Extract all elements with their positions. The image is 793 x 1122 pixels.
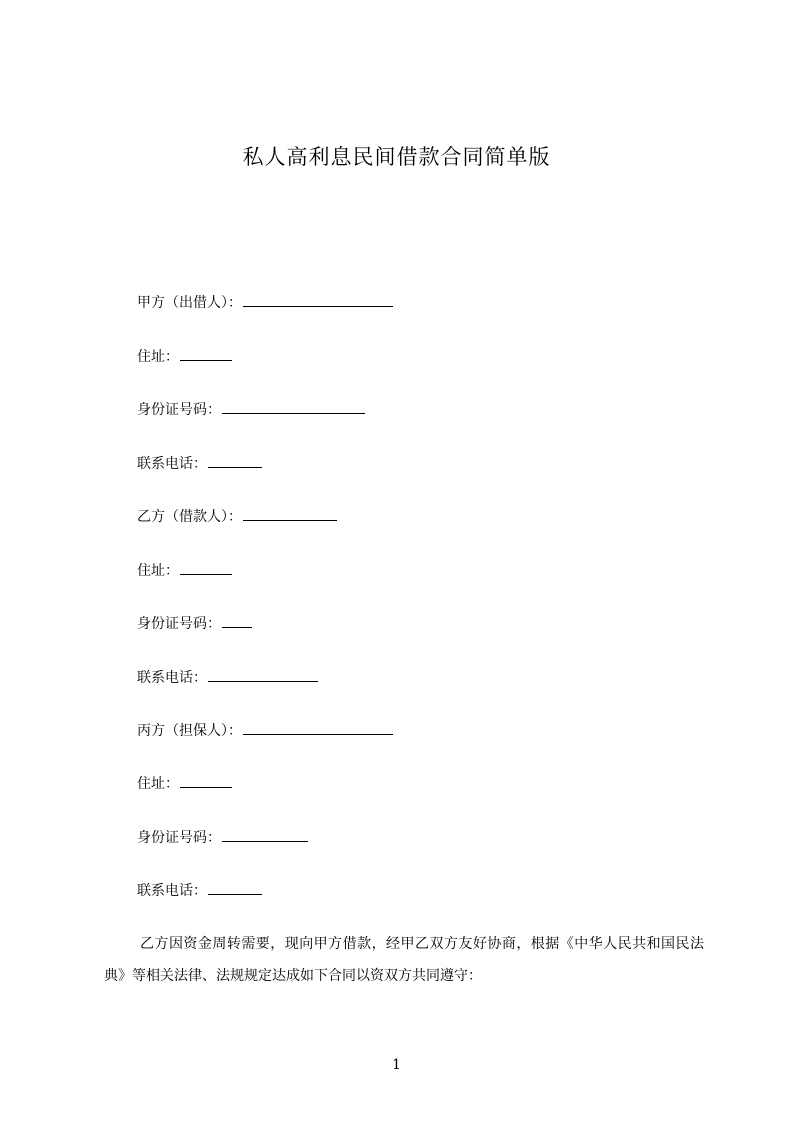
lender-name-field	[137, 291, 393, 313]
guarantor-phone-field	[137, 879, 262, 901]
guarantor-address-label: 住址：	[137, 776, 179, 792]
guarantor-address-blank[interactable]	[180, 772, 232, 788]
borrower-id-blank[interactable]	[222, 612, 252, 628]
document-title: 私人高利息民间借款合同简单版	[242, 145, 551, 169]
borrower-id-field	[137, 612, 252, 634]
intro-paragraph: 乙方因资金周转需要，现向甲方借款，经甲乙双方友好协商，根据《中华人民共和国民法典》等相关法律、法规规定达成如下合同以资双方共同遵守：	[104, 936, 704, 984]
lender-address-label: 住址：	[137, 349, 179, 365]
borrower-phone-label: 联系电话：	[137, 670, 207, 686]
borrower-phone-field	[137, 666, 318, 688]
guarantor-name-blank[interactable]	[243, 719, 393, 735]
lender-id-label: 身份证号码：	[137, 402, 221, 418]
borrower-id-label: 身份证号码：	[137, 616, 221, 632]
borrower-name-label: 乙方（借款人）：	[137, 509, 242, 525]
lender-phone-label: 联系电话：	[137, 456, 207, 472]
guarantor-address-field	[137, 772, 232, 794]
lender-phone-field	[137, 452, 262, 474]
lender-address-blank[interactable]	[180, 345, 232, 361]
lender-address-field	[137, 345, 232, 367]
guarantor-id-blank[interactable]	[222, 826, 308, 842]
lender-id-blank[interactable]	[222, 398, 365, 414]
guarantor-id-field	[137, 826, 308, 848]
borrower-phone-blank[interactable]	[208, 666, 318, 682]
lender-name-label: 甲方（出借人）：	[137, 295, 242, 311]
borrower-name-field	[137, 505, 337, 527]
borrower-name-blank[interactable]	[243, 505, 337, 521]
guarantor-name-label: 丙方（担保人）：	[137, 723, 242, 739]
borrower-address-blank[interactable]	[180, 559, 232, 575]
borrower-address-label: 住址：	[137, 563, 179, 579]
guarantor-id-label: 身份证号码：	[137, 830, 221, 846]
lender-id-field	[137, 398, 365, 420]
lender-name-blank[interactable]	[243, 291, 393, 307]
guarantor-phone-blank[interactable]	[208, 879, 262, 895]
borrower-address-field	[137, 559, 232, 581]
lender-phone-blank[interactable]	[208, 452, 262, 468]
page-number: 1	[392, 1057, 401, 1073]
guarantor-name-field	[137, 719, 393, 741]
guarantor-phone-label: 联系电话：	[137, 883, 207, 899]
